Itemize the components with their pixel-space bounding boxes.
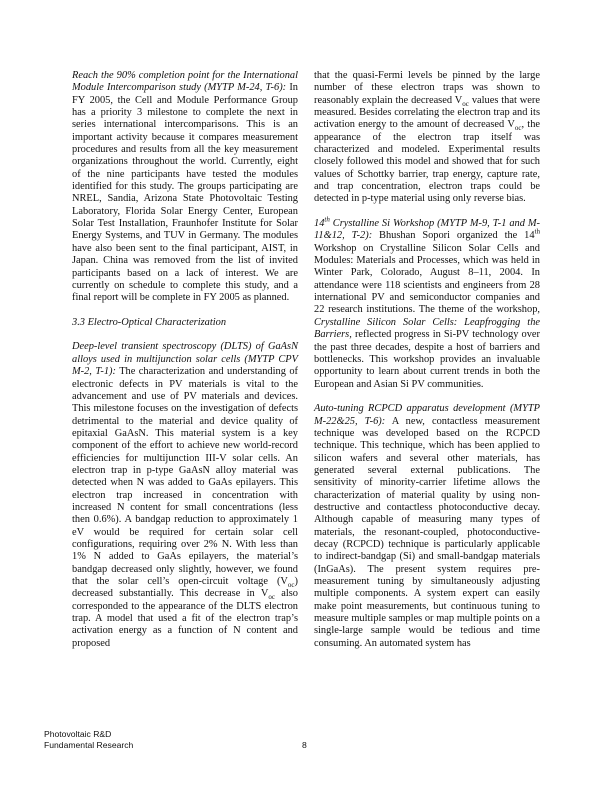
paragraph-title: Deep-level transient spectroscopy (DLTS) of GaAsN alloys used in multijunction solar cells (MYTP CPV M-2, T-1): <box>72 341 298 378</box>
voc-subscript: oc <box>287 581 295 590</box>
th-superscript: th <box>324 215 330 224</box>
voc-subscript: oc <box>514 124 522 133</box>
voc-subscript: oc <box>462 99 469 108</box>
right-column <box>314 70 540 650</box>
paragraph-body: values that were measured. Besides correlating the electron trap and its activation energy to the amount of decreased V <box>314 94 540 131</box>
th-superscript: th <box>534 227 540 236</box>
left-column <box>72 70 298 650</box>
footer-line-1: Photovoltaic R&D <box>44 729 112 739</box>
paragraph-body: reflected progress in Si-PV technology over the past three decades, despite a host of barriers and bottlenecks. This workshop provides an invaluable opportunity to learn about current trends in both the European and Asian Si PV communities. <box>314 329 540 390</box>
workshop-theme: Crystalline Silicon Solar Cells: Leapfrogging the Barriers, <box>314 316 540 341</box>
paragraph-workshop <box>314 215 540 391</box>
paragraph-body: ) decreased substantially. This decrease in V <box>72 576 298 600</box>
paragraph-body: also corresponded to the appearance of the DLTS electron trap. A model that used a fit of the electron trap’s activation energy as a function of N content and proposed <box>72 588 298 649</box>
paragraph-body: , the appearance of the electron trap itself was characterized and modeled. Experimental results closely followed this model and showed that for such values of Schottky barrier, trap energy, capture rate, and trap concentration, electron traps could be detected in p-type material using only reverse bias. <box>314 119 541 205</box>
paragraph-title: Auto-tuning RCPCD apparatus development (MYTP M-22&25, T-6): <box>314 403 540 427</box>
paragraph-intercomparison <box>72 70 298 305</box>
section-heading: 3.3 Electro-Optical Characterization <box>72 316 227 328</box>
paragraph-body: that the quasi-Fermi levels be pinned by the large number of these electron traps was shown to reasonably explain the decreased V <box>314 70 540 106</box>
paragraph-rcpcd <box>314 403 540 650</box>
title-text: Crystalline Si Workshop (MYTP M-9, T-1 and M-11&12, T-2): <box>314 218 540 242</box>
paragraph-quasi-fermi <box>314 70 540 206</box>
footer-line-2: Fundamental Research <box>44 739 134 750</box>
title-number: 14 <box>314 218 325 230</box>
voc-subscript: oc <box>268 593 275 602</box>
footer <box>44 729 133 750</box>
paragraph-body: In FY 2005, the Cell and Module Performance Group has a priority 3 milestone to complete the next in series international intercomparisons. This is an important activity because it compares measurement procedures and results from all the key measurement organizations throughout the world. Currently, eight of the nine participants have tested the modules identified for this study. The groups participating are NREL, Sandia, Arizona State Photovoltaic Testing Laboratory, Florida Solar Energy Center, European Solar Test Installation, Fraunhofer Institute for Solar Energy Systems, and TUV in Germany. The modules have also been sent to the final participant, AIST, in Japan. China was removed from the list of invited participants based on a lack of interest. We are currently on schedule to complete this study, and a final report will be complete in FY 2005 as planned. <box>72 82 298 304</box>
paragraph-dlts <box>72 341 298 650</box>
paragraph-body: A new, contactless measurement technique was developed based on the RCPCD technique. This technique, which has been applied to silicon wafers and several other materials, has generated several external publications. The sensitivity of minority-carrier lifetime allows the characterization of material quality by using non-destructive and contactless photoconductive decay. Although capable of measuring many types of materials, the resonant-coupled, photoconductive-decay (RCPCD) technique is particularly applicable to indirect-bandgap (Si) and small-bandgap materials (InGaAs). The present system requires pre-measurement tuning by simultaneously adjusting multiple components. A system expert can easily make point measurements, but continuous tuning to measure multiple samples or map multiple points on a single-large sample would be tedious and time consuming. An automated system has <box>314 415 540 649</box>
paragraph-title: Reach the 90% completion point for the International Module Intercomparison study (MYTP M-24, T-6): <box>72 70 298 94</box>
paragraph-body: The characterization and understanding of electronic defects in PV materials is vital to the advancement and use of PV materials and devices. This milestone focuses on the investigation of defects detrimental to the material and device quality of epitaxial GaAsN. This material system is a key component of the effort to achieve new world-record efficiencies for multijunction III-V solar cells. An electron trap in p-type GaAsN alloy material was detected when N was added to GaAs epilayers. This electron trap increased in concentration with increased N content for small concentrations (less then 0.6%). A bandgap reduction to approximately 1 eV would be required for certain solar cell configurations, requiring over 2% N. With less than 1% N added to GaAs epilayers, the material’s bandgap decreased only slightly, however, we found that the solar cell’s open-circuit voltage (V <box>72 366 298 587</box>
paragraph-body: Bhushan Sopori organized the 14 <box>372 230 535 242</box>
paragraph-body: Workshop on Crystalline Silicon Solar Cells and Modules: Materials and Processes, which was held in Winter Park, Colorado, August 8–11, 2004. In attendance were 118 scientists and engineers from 28 international PV and semiconductor companies and 22 research institutions. The theme of the workshop, <box>314 242 540 316</box>
page-number: 8 <box>302 740 307 750</box>
